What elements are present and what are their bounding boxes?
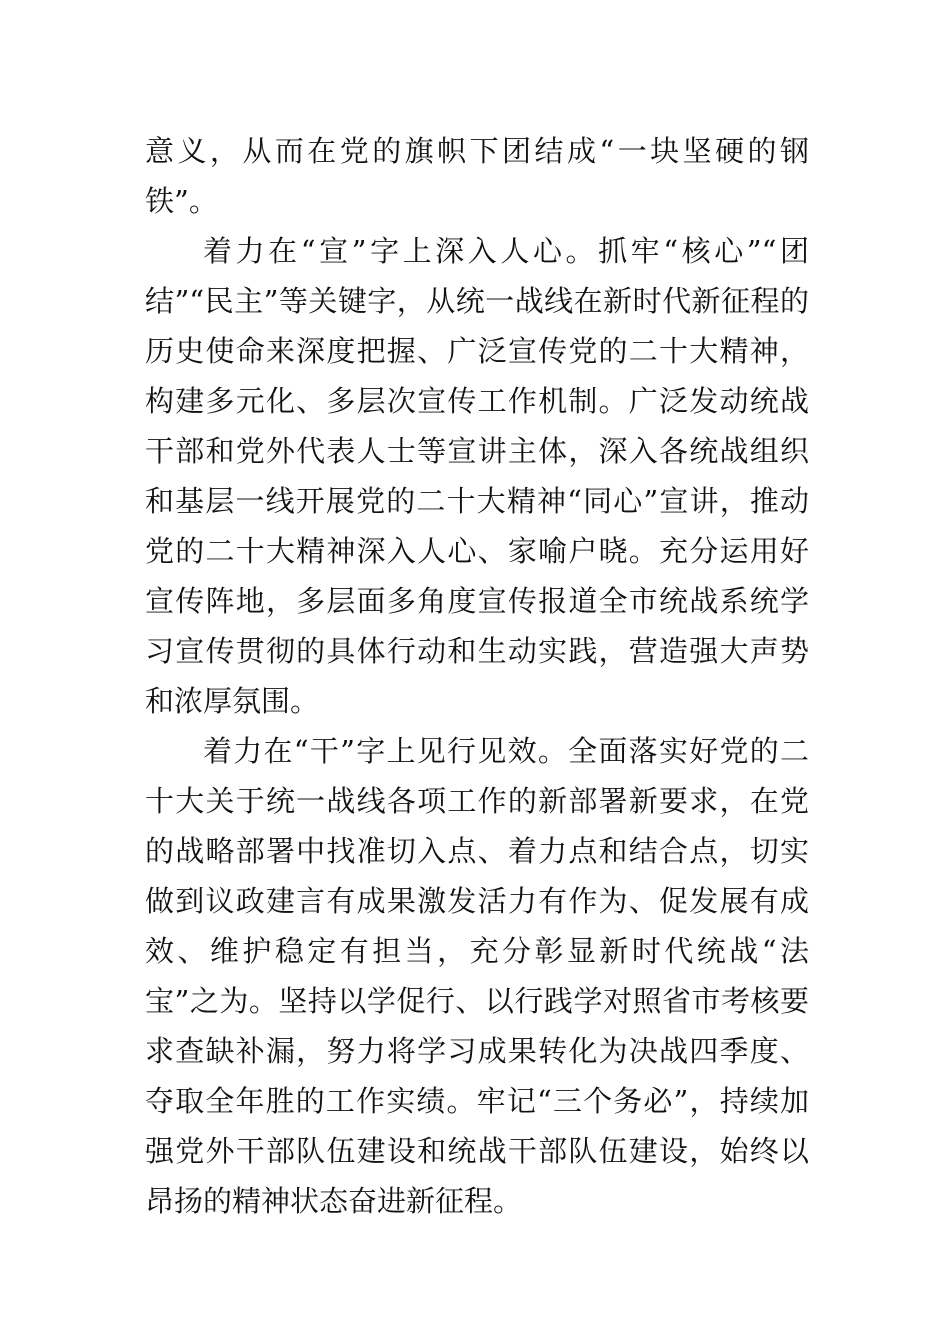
paragraph-gan: 着力在“干”字上见行见效。全面落实好党的二十大关于统一战线各项工作的新部署新要求，在党的战略部署中找准切入点、着力点和结合点，切实做到议政建言有成果激发活力有作为、促发展有成效、维护稳定有担当，充分彰显新时代统战“法宝”之为。坚持以学促行、以行践学对照省市考核要求查缺补漏，努力将学习成果转化为决战四季度、夺取全年胜的工作实绩。牢记“三个务必”，持续加强党外干部队伍建设和统战干部队伍建设，始终以昂扬的精神状态奋进新征程。 <box>145 734 809 1218</box>
paragraph-xuan: 着力在“宣”字上深入人心。抓牢“核心”“团结”“民主”等关键字，从统一战线在新时代新征程的历史使命来深度把握、广泛宣传党的二十大精神，构建多元化、多层次宣传工作机制。广泛发动统战干部和党外代表人士等宣讲主体，深入各统战组织和基层一线开展党的二十大精神“同心”宣讲，推动党的二十大精神深入人心、家喻户晓。充分运用好宣传阵地，多层面多角度宣传报道全市统战系统学习宣传贯彻的具体行动和生动实践，营造强大声势和浓厚氛围。 <box>145 234 809 718</box>
paragraph-continuation: 意义，从而在党的旗帜下团结成“一块坚硬的钢铁”。 <box>145 134 809 218</box>
document-body <box>145 126 809 1226</box>
